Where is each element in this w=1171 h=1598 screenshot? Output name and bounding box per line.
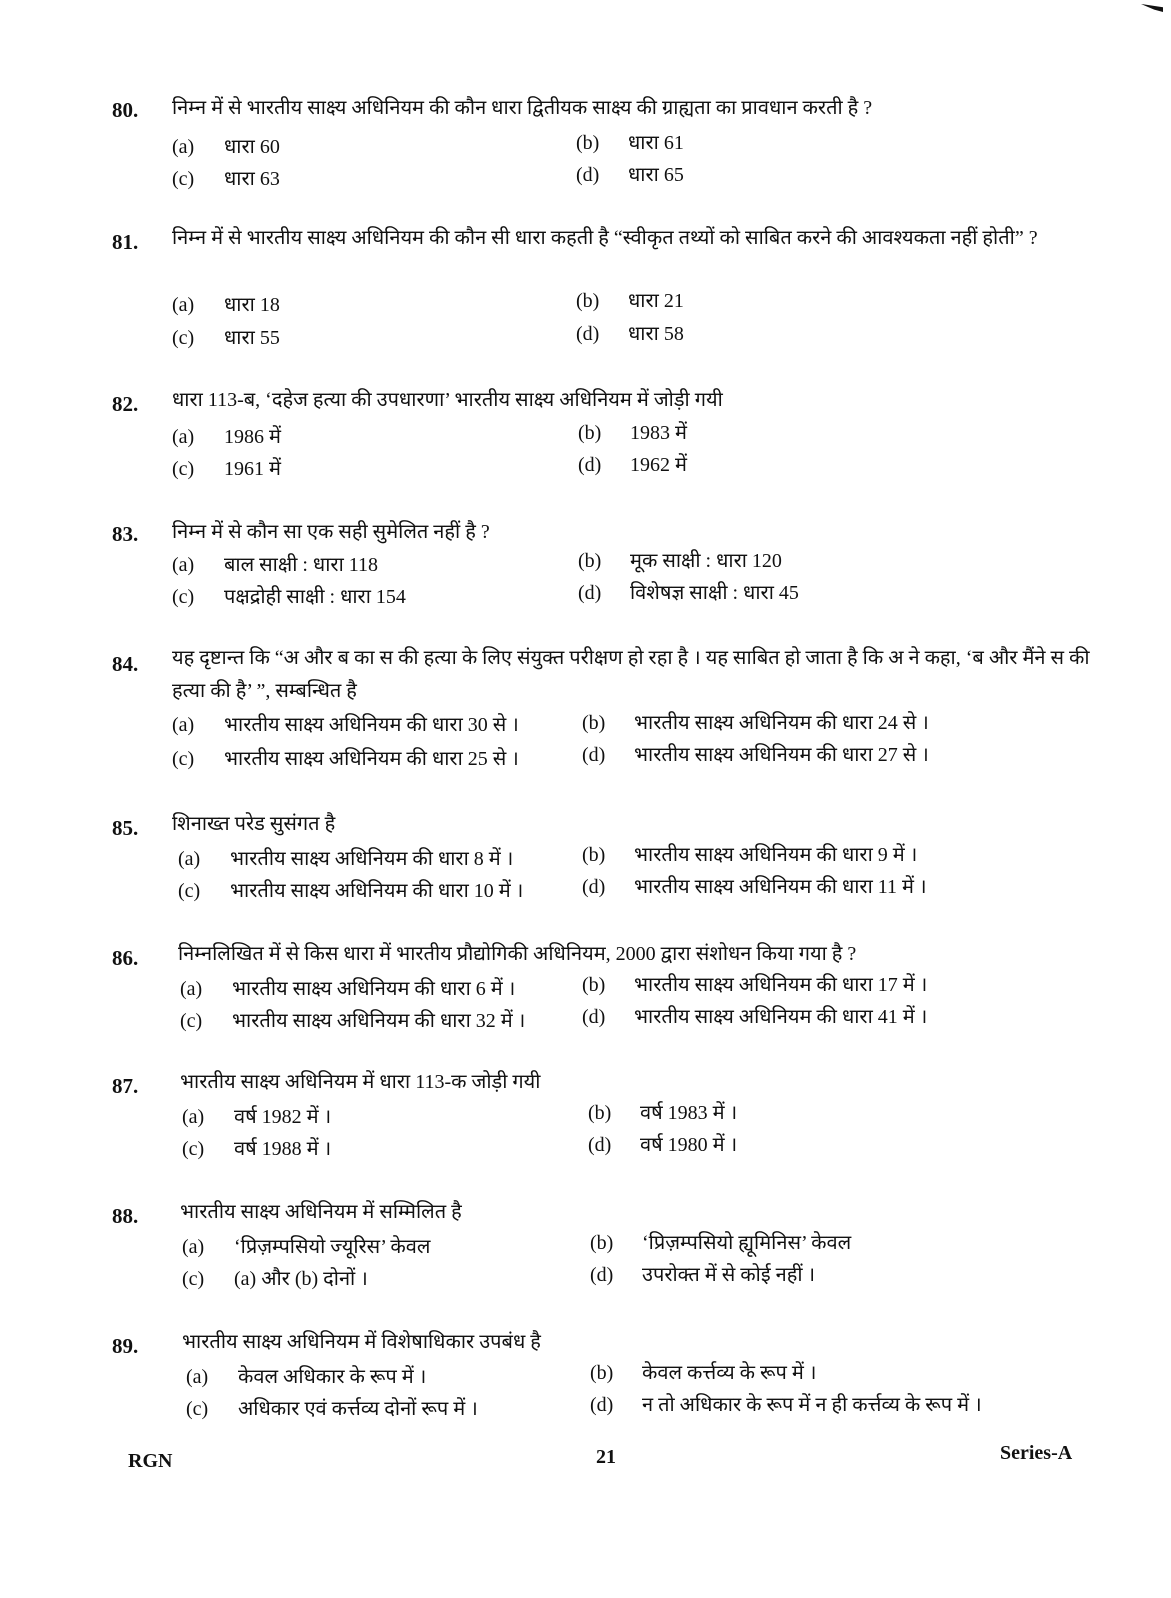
option-d: (d) 1962 में [578,454,687,476]
option-b: (b) ‘प्रिज़म्पसियो ह्यूमिनिस’ केवल [590,1232,852,1254]
option-b: (b) धारा 21 [576,290,684,312]
option-a: (a) धारा 18 [172,294,280,316]
option-a: (a) ‘प्रिज़म्पसियो ज्यूरिस’ केवल [182,1236,431,1258]
option-c: (c) पक्षद्रोही साक्षी : धारा 154 [172,586,406,608]
option-b: (b) भारतीय साक्ष्य अधिनियम की धारा 9 में । [582,844,918,866]
question-text: शिनाख्त परेड सुसंगत है [172,813,336,835]
option-a: (a) 1986 में [172,426,281,448]
option-d: (d) धारा 65 [576,164,684,186]
question-number: 82. [112,392,139,416]
question-number: 86. [112,946,139,970]
footer-code: RGN [128,1450,173,1472]
option-c: (c) भारतीय साक्ष्य अधिनियम की धारा 25 से । [172,748,519,770]
question-number: 88. [112,1204,139,1228]
option-d: (d) भारतीय साक्ष्य अधिनियम की धारा 27 से । [582,744,929,766]
option-c: (c) (a) और (b) दोनों । [182,1268,368,1290]
option-c: (c) 1961 में [172,458,281,480]
option-b: (b) वर्ष 1983 में । [588,1102,738,1124]
option-b: (b) मूक साक्षी : धारा 120 [578,550,782,572]
series-label: Series-A [1000,1442,1073,1464]
option-d: (d) धारा 58 [576,323,684,345]
option-d: (d) भारतीय साक्ष्य अधिनियम की धारा 11 में । [582,876,927,898]
question-number: 85. [112,816,139,840]
question-text: भारतीय साक्ष्य अधिनियम में सम्मिलित है [180,1201,462,1223]
question-text: भारतीय साक्ष्य अधिनियम में विशेषाधिकार उपबंध है [182,1331,541,1353]
question-text: भारतीय साक्ष्य अधिनियम में धारा 113-क जोड़ी गयी [180,1071,541,1093]
option-c: (c) अधिकार एवं कर्त्तव्य दोनों रूप में । [186,1398,478,1420]
option-d: (d) भारतीय साक्ष्य अधिनियम की धारा 41 में । [582,1006,928,1028]
option-b: (b) भारतीय साक्ष्य अधिनियम की धारा 17 में । [582,974,928,996]
option-c: (c) भारतीय साक्ष्य अधिनियम की धारा 32 में । [180,1010,526,1032]
question-text: निम्न में से कौन सा एक सही सुमेलित नहीं है ? [172,521,490,543]
option-b: (b) 1983 में [578,422,687,444]
scan-corner-mark [1141,4,1163,12]
question-number: 81. [112,230,139,254]
question-number: 87. [112,1074,139,1098]
option-a: (a) भारतीय साक्ष्य अधिनियम की धारा 8 में । [178,848,514,870]
option-d: (d) उपरोक्त में से कोई नहीं । [590,1264,816,1286]
option-b: (b) भारतीय साक्ष्य अधिनियम की धारा 24 से । [582,712,929,734]
question-text: धारा 113-ब, ‘दहेज हत्या की उपधारणा’ भारतीय साक्ष्य अधिनियम में जोड़ी गयी [172,389,723,411]
page-number: 21 [596,1446,616,1468]
option-c: (c) वर्ष 1988 में । [182,1138,332,1160]
question-text: निम्न में से भारतीय साक्ष्य अधिनियम की कौन धारा द्वितीयक साक्ष्य की ग्राह्यता का प्रावधान करती है ? [172,97,873,119]
option-a: (a) केवल अधिकार के रूप में । [186,1366,427,1388]
option-a: (a) बाल साक्षी : धारा 118 [172,554,379,576]
option-c: (c) धारा 55 [172,327,280,349]
option-a: (a) वर्ष 1982 में । [182,1106,332,1128]
option-d: (d) विशेषज्ञ साक्षी : धारा 45 [578,582,799,604]
question-number: 89. [112,1334,139,1358]
option-a: (a) धारा 60 [172,136,280,158]
option-c: (c) भारतीय साक्ष्य अधिनियम की धारा 10 में । [178,880,524,902]
option-d: (d) न तो अधिकार के रूप में न ही कर्त्तव्य के रूप में । [590,1394,982,1416]
option-b: (b) धारा 61 [576,132,684,154]
option-a: (a) भारतीय साक्ष्य अधिनियम की धारा 6 में । [180,978,516,1000]
option-d: (d) वर्ष 1980 में । [588,1134,738,1156]
question-number: 83. [112,522,139,546]
option-b: (b) केवल कर्त्तव्य के रूप में । [590,1362,817,1384]
question-number: 80. [112,98,139,122]
option-c: (c) धारा 63 [172,168,280,190]
question-text: यह दृष्टान्त कि “अ और ब का स की हत्या के लिए संयुक्त परीक्षण हो रहा है । यह साबित हो जाता है कि अ ने कहा, ‘ब और मैंने स की हत्या की है’ ”, सम्बन्धित है [172,647,1090,702]
question-number: 84. [112,652,139,676]
option-a: (a) भारतीय साक्ष्य अधिनियम की धारा 30 से । [172,714,519,736]
question-text: निम्न में से भारतीय साक्ष्य अधिनियम की कौन सी धारा कहती है “स्वीकृत तथ्यों को साबित करने की आवश्यकता नहीं होती” ? [172,227,1038,249]
question-text: निम्नलिखित में से किस धारा में भारतीय प्रौद्योगिकी अधिनियम, 2000 द्वारा संशोधन किया गया है ? [178,943,857,965]
